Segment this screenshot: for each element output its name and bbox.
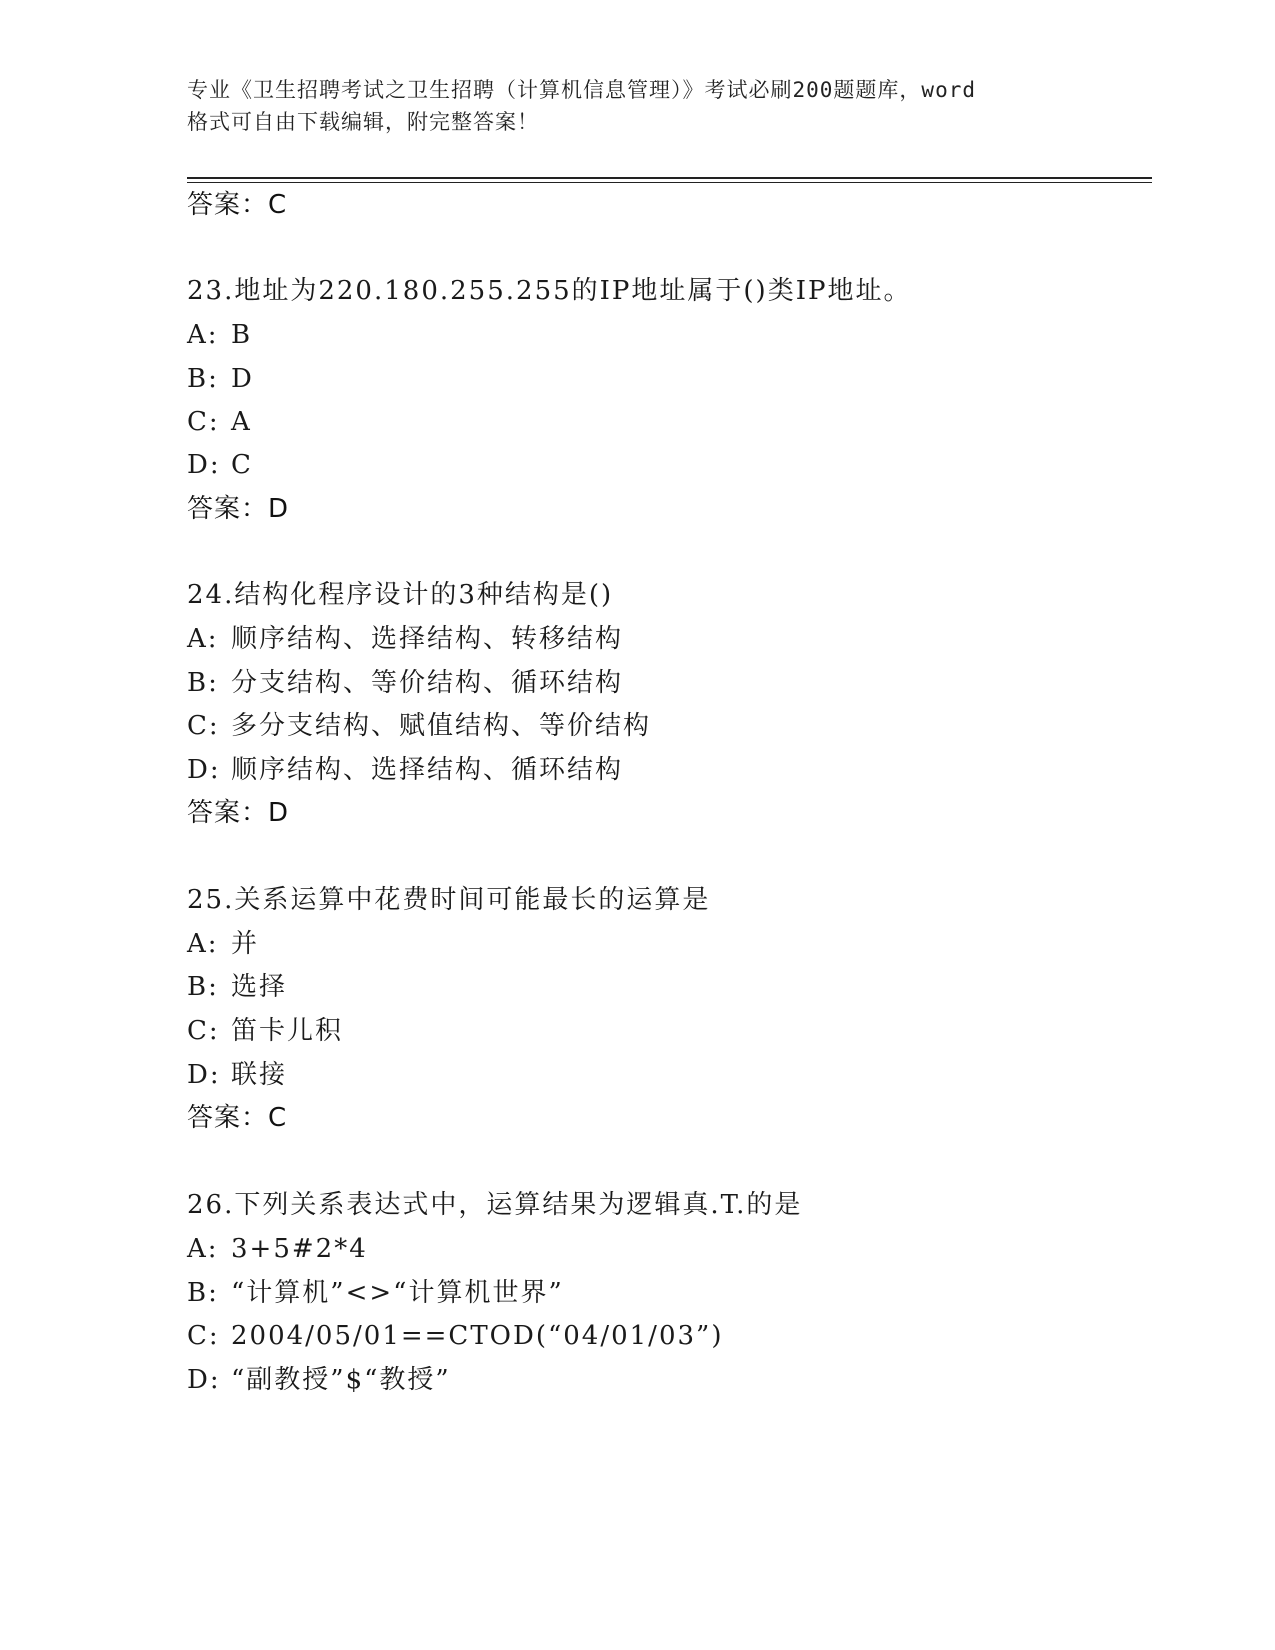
option-text: C (231, 450, 253, 480)
option-text: 联接 (231, 1060, 288, 1090)
option-letter: B: (187, 972, 219, 1002)
option-letter: D: (187, 1365, 221, 1395)
question-25-option-b (187, 970, 287, 1004)
question-24-option-b (187, 666, 623, 700)
question-26-option-c (187, 1319, 723, 1353)
question-25: 25.关系运算中花费时间可能最长的运算是 (187, 885, 711, 915)
option-letter: B: (187, 364, 219, 394)
option-text: “计算机”<>“计算机世界” (231, 1278, 564, 1308)
option-text: A (231, 407, 252, 437)
header-divider-thin (187, 182, 1152, 183)
question-26-option-b (187, 1276, 564, 1310)
option-letter: A: (187, 1234, 219, 1264)
option-text: 3+5#2*4 (231, 1234, 368, 1264)
option-text: 笛卡儿积 (231, 1016, 344, 1046)
option-text: B (231, 320, 253, 350)
header-line-2: 格式可自由下载编辑，附完整答案！ (187, 110, 539, 134)
option-letter: C: (187, 1016, 220, 1046)
document-header (187, 74, 1087, 138)
option-letter: A: (187, 320, 219, 350)
option-text: 多分支结构、赋值结构、等价结构 (231, 711, 652, 741)
question-26-option-d (187, 1363, 451, 1397)
option-letter: B: (187, 1278, 219, 1308)
option-text: 并 (231, 929, 260, 959)
question-23-option-a (187, 318, 252, 352)
question-23-option-c (187, 405, 252, 439)
option-text: 顺序结构、选择结构、转移结构 (231, 624, 624, 654)
option-letter: D: (187, 755, 221, 785)
option-text: 选择 (231, 972, 288, 1002)
option-letter: C: (187, 407, 220, 437)
question-25-option-a (187, 927, 259, 961)
question-25-option-d (187, 1058, 287, 1092)
option-letter: A: (187, 624, 219, 654)
question-23: 23.地址为220.180.255.255的IP地址属于()类IP地址。 (187, 276, 912, 306)
option-letter: D: (187, 450, 221, 480)
question-23-option-b (187, 362, 254, 396)
question-23-answer: 答案：D (187, 494, 290, 524)
question-24: 24.结构化程序设计的3种结构是() (187, 580, 614, 610)
question-25-answer: 答案：C (187, 1103, 288, 1133)
question-24-answer: 答案：D (187, 798, 290, 828)
option-letter: C: (187, 711, 220, 741)
header-divider-thick (187, 177, 1152, 179)
question-26: 26.下列关系表达式中，运算结果为逻辑真.T.的是 (187, 1190, 803, 1220)
answer-previous: 答案：C (187, 190, 288, 220)
option-text: D (231, 364, 254, 394)
option-letter: C: (187, 1321, 220, 1351)
question-24-option-d (187, 753, 623, 787)
question-26-option-a (187, 1232, 368, 1266)
option-text: 2004/05/01==CTOD(“04/01/03”) (231, 1321, 724, 1351)
option-text: 顺序结构、选择结构、循环结构 (231, 755, 624, 785)
question-25-option-c (187, 1014, 343, 1048)
option-text: 分支结构、等价结构、循环结构 (231, 668, 624, 698)
option-letter: D: (187, 1060, 221, 1090)
question-23-option-d (187, 448, 253, 482)
option-letter: B: (187, 668, 219, 698)
question-24-option-a (187, 622, 623, 656)
option-text: “副教授”$“教授” (231, 1365, 451, 1395)
header-line-1: 专业《卫生招聘考试之卫生招聘（计算机信息管理）》考试必刷200题题库，word (187, 78, 976, 102)
option-letter: A: (187, 929, 219, 959)
question-24-option-c (187, 709, 651, 743)
